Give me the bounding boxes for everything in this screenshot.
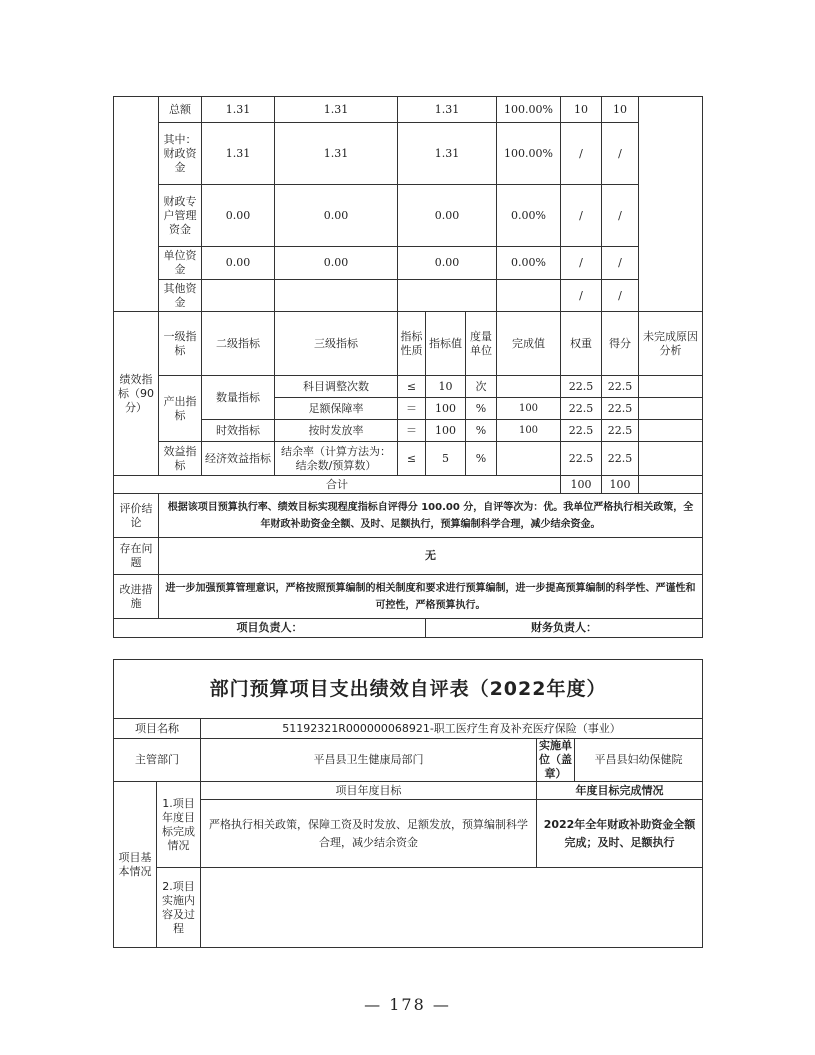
fund-executed: 0.00 [275, 247, 398, 280]
fund-row-label: 其他资金 [159, 280, 202, 312]
dept-value: 平昌县卫生健康局部门 [201, 739, 537, 782]
conclusion-text: 根据该项目预算执行率、绩效目标实现程度指标自评得分 100.00 分，自评等次为：优。我单位严格执行相关政策，全年财政补助资金全额、及时、足额执行，预算编制科学合理，减少结余资金。 [159, 494, 703, 538]
indicator-completed [497, 376, 561, 398]
total-label: 合计 [114, 476, 561, 494]
fund-budget: 0.00 [202, 185, 275, 247]
fund-row-label: 单位资金 [159, 247, 202, 280]
fund-executed [275, 280, 398, 312]
header-weight: 权重 [561, 312, 602, 376]
indicator-weight: 22.5 [561, 442, 602, 476]
benefit-indicator-label: 效益指标 [159, 442, 202, 476]
fund-weight: / [561, 185, 602, 247]
header-nature: 指标性质 [398, 312, 426, 376]
form-title: 部门预算项目支出绩效自评表（2022年度） [114, 660, 703, 719]
goal-header: 项目年度目标 [201, 782, 537, 800]
fund-section-blank [114, 97, 159, 312]
fund-executed: 1.31 [275, 123, 398, 185]
indicator-weight: 22.5 [561, 398, 602, 420]
indicator-completed: 100 [497, 398, 561, 420]
timeliness-indicator-label: 时效指标 [202, 420, 275, 442]
issues-text: 无 [159, 538, 703, 575]
indicator-unit: % [466, 442, 497, 476]
fund-row-label: 其中：财政资金 [159, 123, 202, 185]
indicator-name: 科目调整次数 [275, 376, 398, 398]
indicator-nature: ＝ [398, 398, 426, 420]
indicator-value: 100 [426, 398, 466, 420]
fund-executed: 0.00 [275, 185, 398, 247]
fund-budget: 1.31 [202, 97, 275, 123]
economic-indicator-label: 经济效益指标 [202, 442, 275, 476]
evaluation-table-continued [113, 96, 703, 638]
indicator-value: 100 [426, 420, 466, 442]
total-reason [639, 476, 703, 494]
completion-header: 年度目标完成情况 [537, 782, 703, 800]
project-name-label: 项目名称 [114, 719, 201, 739]
fund-score: / [602, 185, 639, 247]
issues-label: 存在问题 [114, 538, 159, 575]
fund-score: / [602, 280, 639, 312]
indicator-reason [639, 442, 703, 476]
header-completed: 完成值 [497, 312, 561, 376]
indicator-name: 结余率（计算方法为：结余数/预算数） [275, 442, 398, 476]
project-lead-label: 项目负责人： [114, 619, 426, 638]
fund-rate: 100.00% [497, 97, 561, 123]
total-weight: 100 [561, 476, 602, 494]
fund-weight: / [561, 123, 602, 185]
perf-section-label: 绩效指标（90分） [114, 312, 159, 476]
fund-row-label: 总额 [159, 97, 202, 123]
quantity-indicator-label: 数量指标 [202, 376, 275, 420]
fund-budget: 0.00 [202, 247, 275, 280]
header-score: 得分 [602, 312, 639, 376]
indicator-weight: 22.5 [561, 376, 602, 398]
completion-text: 2022年全年财政补助资金全额完成；及时、足额执行 [537, 800, 703, 868]
output-indicator-label: 产出指标 [159, 376, 202, 442]
indicator-name: 足额保障率 [275, 398, 398, 420]
indicator-score: 22.5 [602, 376, 639, 398]
fund-weight: / [561, 280, 602, 312]
fund-rate: 100.00% [497, 123, 561, 185]
new-evaluation-table [113, 659, 703, 948]
indicator-reason [639, 376, 703, 398]
header-level2: 二级指标 [202, 312, 275, 376]
indicator-score: 22.5 [602, 398, 639, 420]
indicator-completed: 100 [497, 420, 561, 442]
indicator-unit: 次 [466, 376, 497, 398]
fund-score: 10 [602, 97, 639, 123]
indicator-nature: ＝ [398, 420, 426, 442]
fund-row-label: 财政专户管理资金 [159, 185, 202, 247]
fund-actual: 0.00 [398, 185, 497, 247]
indicator-unit: % [466, 398, 497, 420]
fund-actual: 0.00 [398, 247, 497, 280]
header-value: 指标值 [426, 312, 466, 376]
impl-unit-label: 实施单位（盖章） [537, 739, 575, 782]
basic-info-label: 项目基本情况 [114, 782, 157, 948]
indicator-score: 22.5 [602, 442, 639, 476]
implementation-content [201, 868, 703, 948]
fund-score: / [602, 247, 639, 280]
indicator-value: 5 [426, 442, 466, 476]
finance-lead-label: 财务负责人： [426, 619, 703, 638]
fund-budget: 1.31 [202, 123, 275, 185]
annual-goal-label: 1.项目年度目标完成情况 [157, 782, 201, 868]
fund-actual [398, 280, 497, 312]
indicator-name: 按时发放率 [275, 420, 398, 442]
fund-weight: / [561, 247, 602, 280]
implementation-label: 2.项目实施内容及过程 [157, 868, 201, 948]
indicator-completed [497, 442, 561, 476]
conclusion-label: 评价结论 [114, 494, 159, 538]
indicator-nature: ≤ [398, 442, 426, 476]
fund-rate [497, 280, 561, 312]
indicator-nature: ≤ [398, 376, 426, 398]
indicator-value: 10 [426, 376, 466, 398]
project-name-value: 51192321R000000068921-职工医疗生育及补充医疗保险（事业） [201, 719, 703, 739]
indicator-unit: % [466, 420, 497, 442]
goal-text: 严格执行相关政策，保障工资及时发放、足额发放，预算编制科学合理，减少结余资金 [201, 800, 537, 868]
header-level1: 一级指标 [159, 312, 202, 376]
indicator-weight: 22.5 [561, 420, 602, 442]
header-level3: 三级指标 [275, 312, 398, 376]
fund-reason-blank [639, 97, 703, 312]
fund-actual: 1.31 [398, 123, 497, 185]
fund-rate: 0.00% [497, 247, 561, 280]
fund-budget [202, 280, 275, 312]
indicator-reason [639, 420, 703, 442]
fund-rate: 0.00% [497, 185, 561, 247]
header-unit: 度量单位 [466, 312, 497, 376]
dept-label: 主管部门 [114, 739, 201, 782]
fund-executed: 1.31 [275, 97, 398, 123]
fund-actual: 1.31 [398, 97, 497, 123]
improve-text: 进一步加强预算管理意识，严格按照预算编制的相关制度和要求进行预算编制，进一步提高预算编制的科学性、严谨性和可控性，严格预算执行。 [159, 575, 703, 619]
improve-label: 改进措施 [114, 575, 159, 619]
fund-score: / [602, 123, 639, 185]
page-number: — 178 — [364, 995, 451, 1014]
impl-unit-value: 平昌县妇幼保健院 [575, 739, 703, 782]
total-score: 100 [602, 476, 639, 494]
indicator-reason [639, 398, 703, 420]
header-reason: 未完成原因分析 [639, 312, 703, 376]
indicator-score: 22.5 [602, 420, 639, 442]
fund-weight: 10 [561, 97, 602, 123]
